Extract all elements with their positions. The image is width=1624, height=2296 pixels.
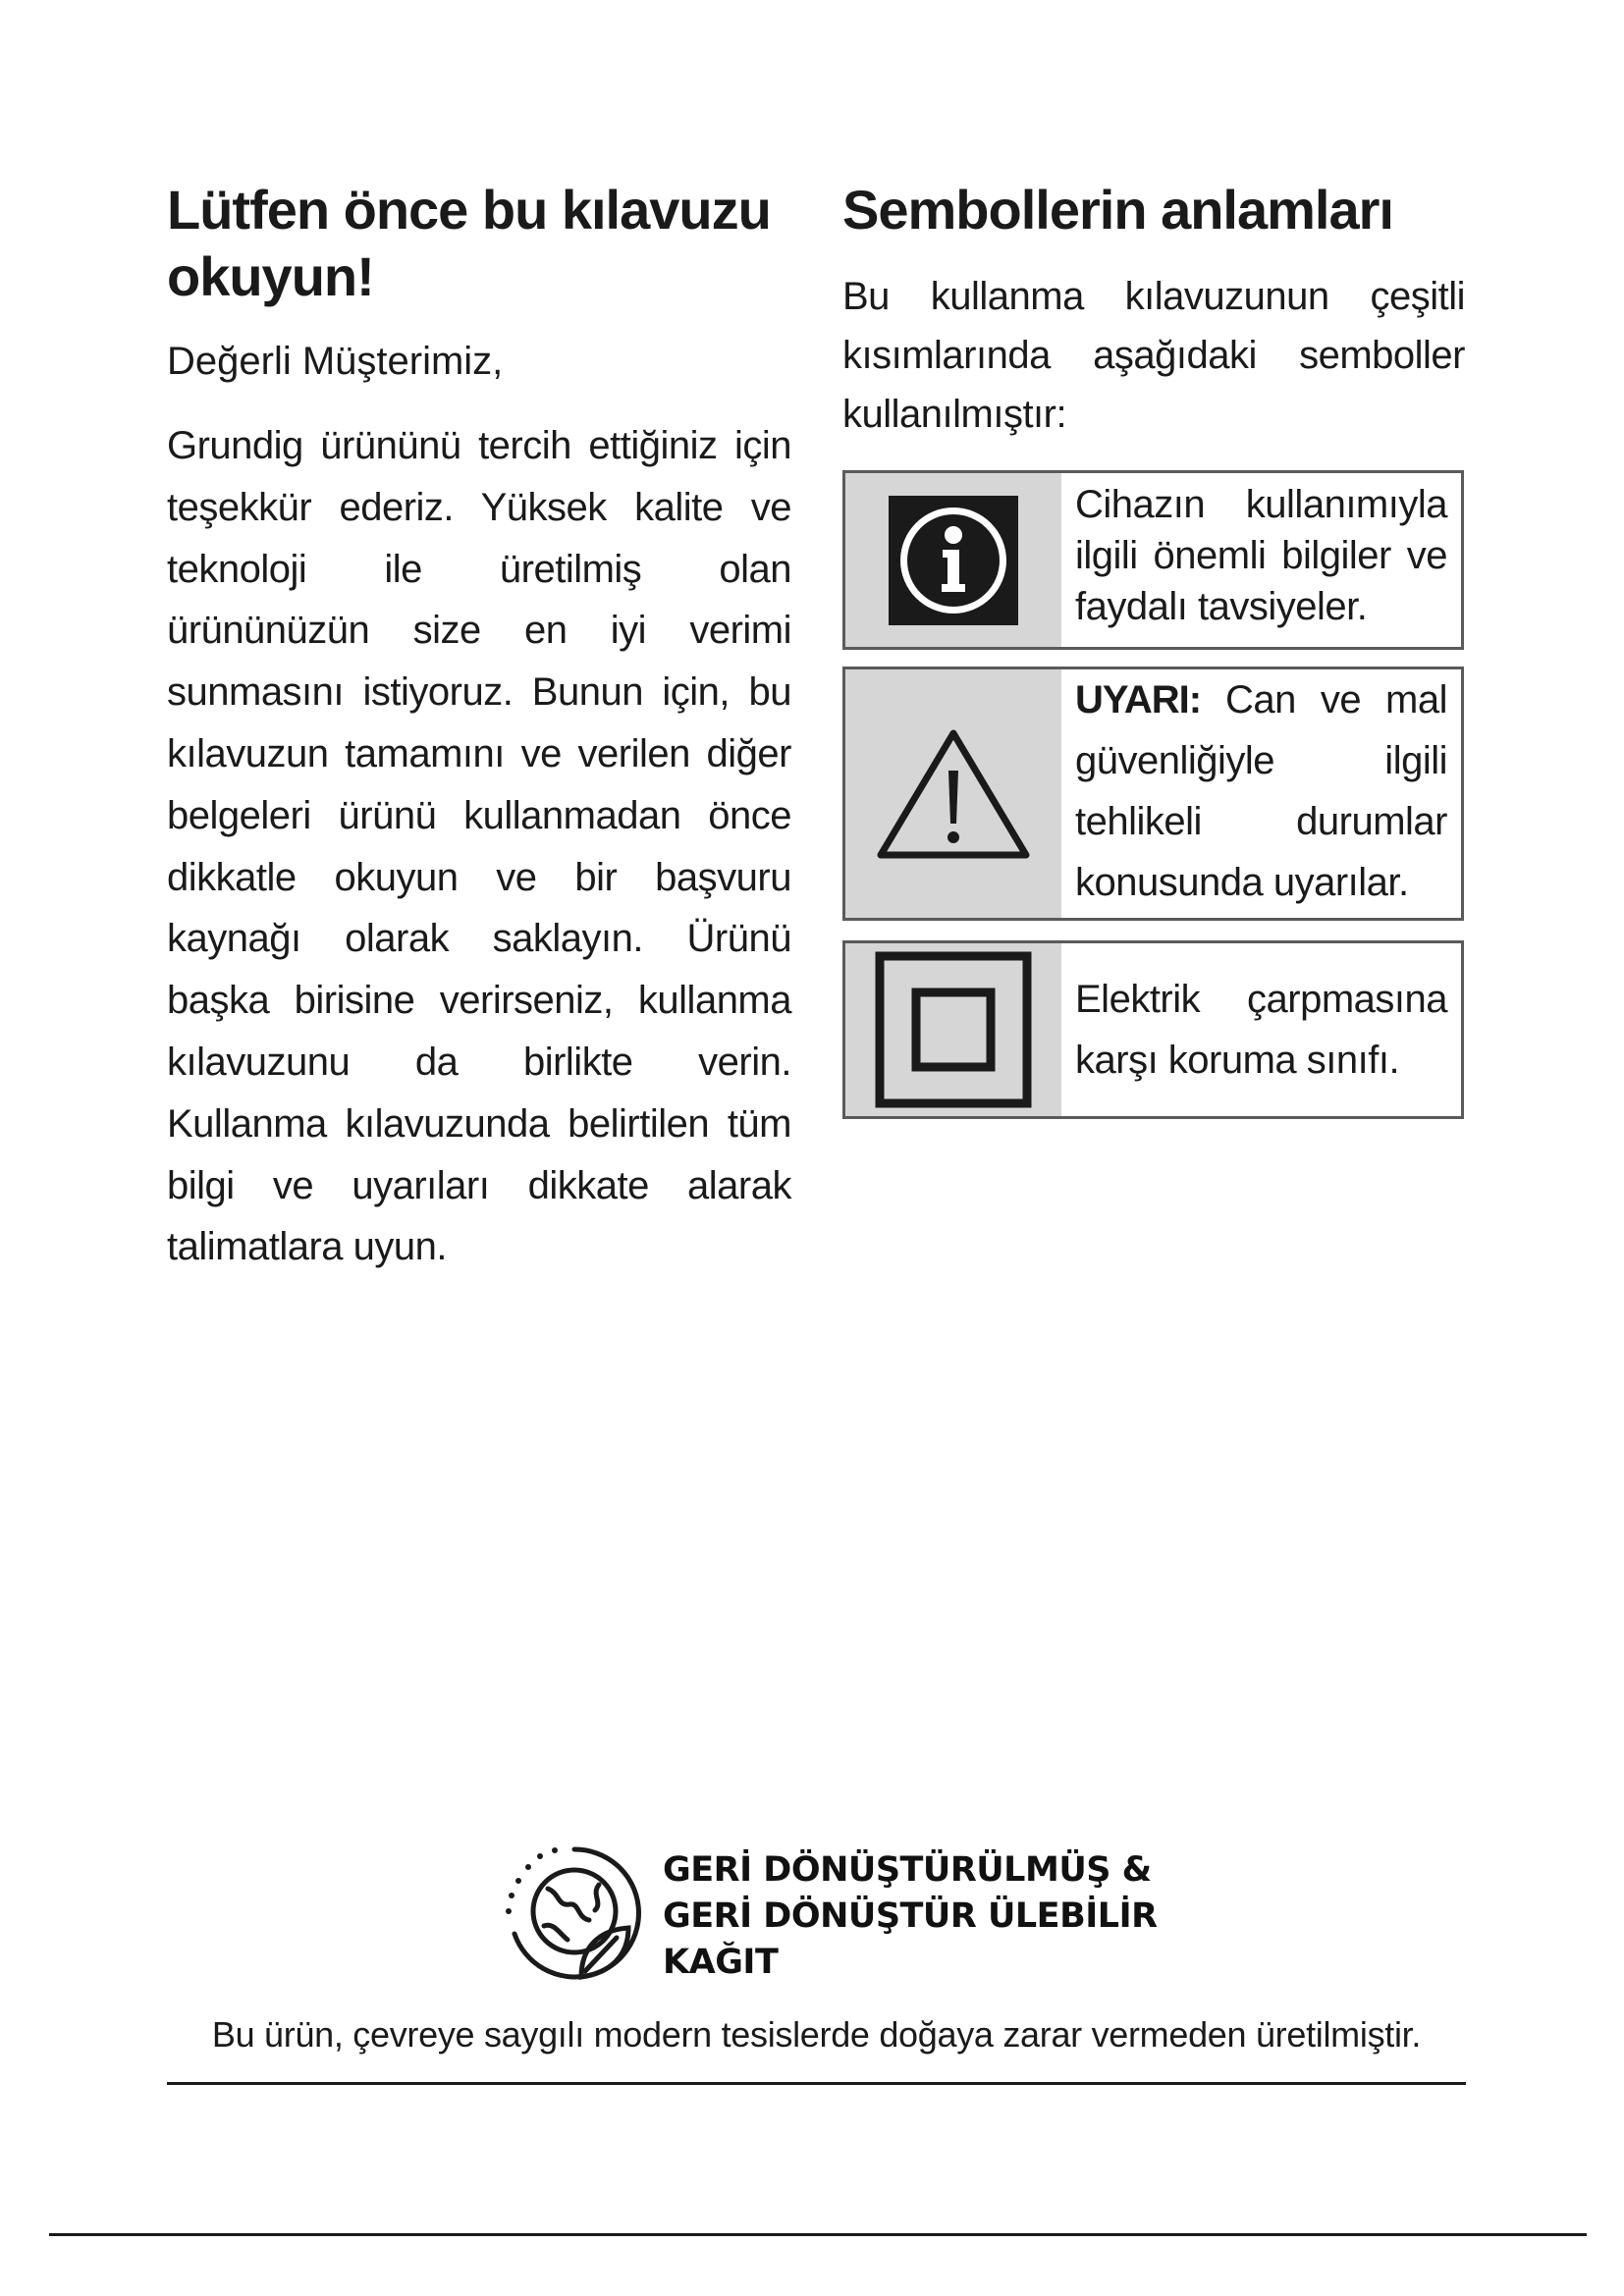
warning-label: UYARI: bbox=[1075, 678, 1202, 721]
page-bottom-divider bbox=[49, 2233, 1587, 2236]
symbol-row-warning bbox=[842, 667, 1464, 921]
symbols-heading: Sembollerin anlamları bbox=[842, 179, 1393, 240]
symbol-row-info bbox=[842, 470, 1464, 650]
intro-paragraph: Grundig ürününü tercih ettiğiniz için teşekkür ederiz. Yüksek kalite ve teknoloji ile üretilmiş olan ürününüzün size en iyi verimi sunmasını istiyoruz. Bunun için, bu kılavuzun tamamını ve verilen diğer belgeleri ürünü kullanmadan önce dikkatle okuyun ve bir başvuru kaynağı olarak saklayın. Ürünü başka birisine verirseniz, kullanma kılavuzunu da birlikte verin. Kullanma kılavuzunda belirtilen tüm bilgi ve uyarıları dikkate alarak talimatlara uyun. bbox=[167, 424, 791, 1269]
double-insulation-icon bbox=[845, 943, 1061, 1116]
symbol-text-protection: Elektrik çarpmasına karşı koruma sınıfı. bbox=[1075, 978, 1447, 1082]
warning-triangle-icon bbox=[845, 669, 1061, 918]
symbol-text-info: Cihazın kullanımıyla ilgili önemli bilgiler ve faydalı tavsiyeler. bbox=[1075, 483, 1447, 628]
recycled-paper-globe-leaf-icon bbox=[501, 1840, 648, 1987]
manual-heading: Lütfen önce bu kılavuzu okuyun! bbox=[167, 179, 771, 307]
symbols-intro: Bu kullanma kılavuzunun çeşitli kısımlarında aşağıdaki semboller kullanılmıştır: bbox=[842, 275, 1465, 436]
info-icon bbox=[845, 473, 1061, 647]
greeting: Değerli Müşterimiz, bbox=[167, 340, 504, 383]
recycled-paper-badge bbox=[501, 1840, 1158, 1987]
symbol-text-warning: Can ve mal güvenliğiyle ilgili tehlikeli durumlar konusunda uyarılar. bbox=[1075, 678, 1447, 904]
eco-label-line: GERİ DÖNÜŞTÜRÜLMÜŞ & bbox=[663, 1850, 1152, 1890]
eco-label-line: KAĞIT bbox=[663, 1943, 779, 1982]
eco-caption: Bu ürün, çevreye saygılı modern tesislerde doğaya zarar vermeden üretilmiştir. bbox=[211, 2014, 1422, 2055]
symbol-row-protection-class bbox=[842, 940, 1464, 1119]
eco-label-line: GERİ DÖNÜŞTÜR ÜLEBİLİR bbox=[663, 1896, 1158, 1936]
divider bbox=[167, 2082, 1466, 2085]
